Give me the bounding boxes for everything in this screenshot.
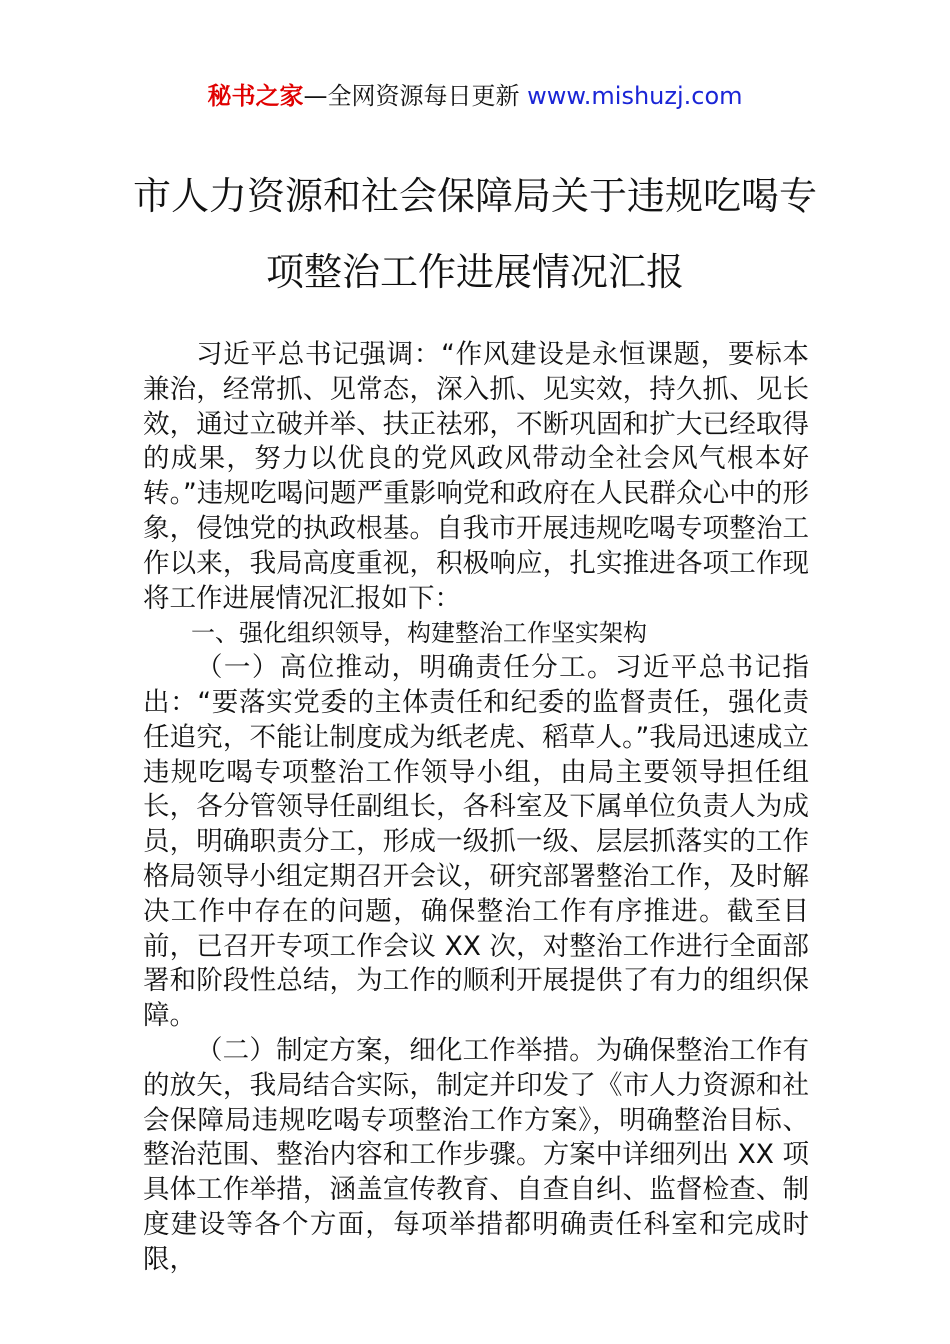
site-url-link[interactable]: www.mishuzj.com	[527, 82, 743, 110]
body-paragraph-intro: 习近平总书记强调：“作风建设是永恒课题，要标本兼治，经常抓、见常态，深入抓、见实效，持久抓、见长效，通过立破并举、扶正祛邪，不断巩固和扩大已经取得的成果，努力以优良的党风政风带动全社会风气根本好转。”违规吃喝问题严重影响党和政府在人民群众心中的形象，侵蚀党的执政根基。自我市开展违规吃喝专项整治工作以来，我局高度重视，积极响应，扎实推进各项工作现将工作进展情况汇报如下：	[143, 339, 809, 614]
document-title-line-2: 项整治工作进展情况汇报	[265, 250, 684, 294]
body-paragraph-1-1: （一）高位推动，明确责任分工。习近平总书记指出：“要落实党委的主体责任和纪委的监督责任，强化责任追究，不能让制度成为纸老虎、稻草人。”我局迅速成立违规吃喝专项整治工作领导小组，由局主要领导担任组长，各分管领导任副组长，各科室及下属单位负责人为成员，明确职责分工，形成一级抓一级、层层抓落实的工作格局领导小组定期召开会议，研究部署整治工作，及时解决工作中存在的问题，确保整治工作有序推进。截至目前，已召开专项工作会议 XX 次，对整治工作进行全面部署和阶段性总结，为工作的顺利开展提供了有力的组织保障。	[143, 652, 809, 1032]
site-brand: 秘书之家	[207, 82, 304, 110]
body-paragraph-1-2: （二）制定方案，细化工作举措。为确保整治工作有的放矢，我局结合实际，制定并印发了《市人力资源和社会保障局违规吃喝专项整治工作方案》，明确整治目标、整治范围、整治内容和工作步骤。方案中详细列出 XX 项具体工作举措，涵盖宣传教育、自查自纠、监督检查、制度建设等各个方面，每项举措都明确责任科室和完成时限，	[143, 1034, 809, 1275]
document-title	[0, 158, 950, 310]
document-body	[143, 338, 809, 1278]
section-heading-1: 一、强化组织领导，构建整治工作坚实架构	[191, 619, 647, 648]
site-header	[0, 80, 950, 112]
document-title-line-1: 市人力资源和社会保障局关于违规吃喝专	[132, 174, 817, 218]
site-tagline: —全网资源每日更新	[303, 82, 528, 110]
